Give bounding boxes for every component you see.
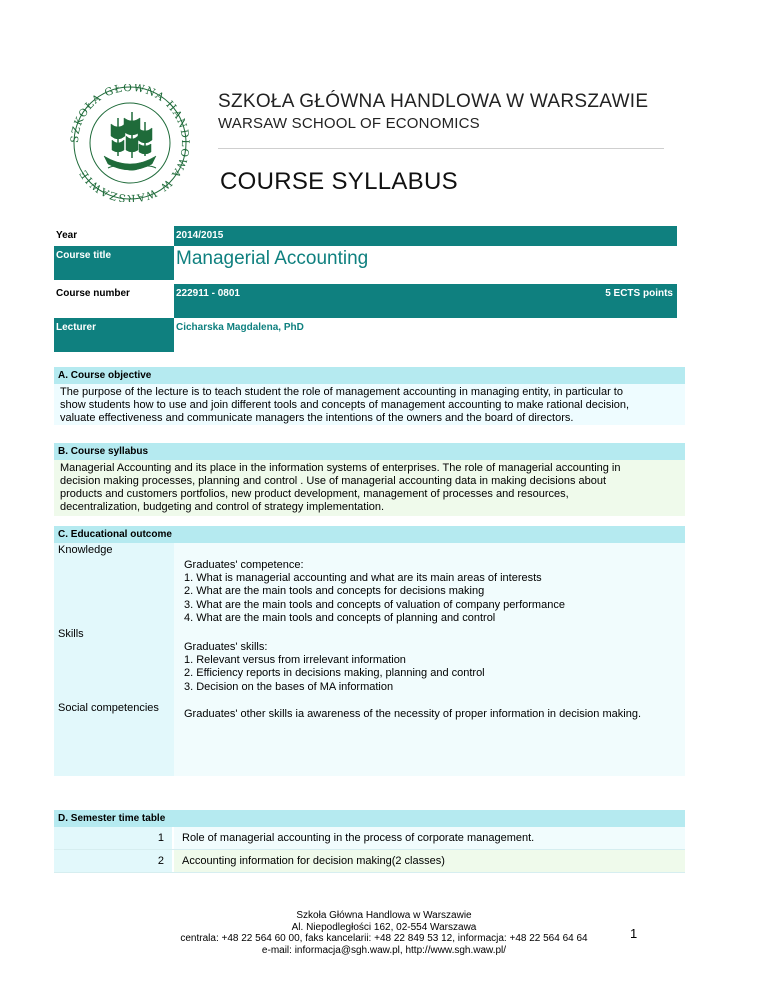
ects-points: 5 ECTS points	[605, 288, 673, 299]
footer-line: Al. Niepodległości 162, 02-554 Warszawa	[291, 921, 477, 933]
footer-line: e-mail: informacja@sgh.waw.pl, http://www.sgh.waw.pl/	[261, 944, 507, 956]
skills-line: Graduates' skills:	[184, 641, 268, 653]
section-a-line: The purpose of the lecture is to teach student the role of management accounting in managing entity, in particular to	[60, 386, 623, 398]
footer-line: Szkoła Główna Handlowa w Warszawie	[296, 910, 472, 921]
year-bar	[174, 226, 677, 246]
section-d-heading: D. Semester time table	[54, 810, 685, 827]
school-logo	[56, 84, 204, 202]
section-c-heading: C. Educational outcome	[54, 526, 685, 543]
knowledge-line: 4. What are the main tools and concepts of planning and control	[184, 611, 496, 624]
course-title-label: Course title	[56, 250, 112, 261]
page-number: 1	[630, 926, 638, 941]
section-a-line: valuate effectiveness and communicate managers the intentions of the owners and the board of directors.	[60, 412, 574, 424]
section-b-line: Managerial Accounting and its place in the information systems of enterprises. The role of managerial accounting in	[60, 462, 621, 474]
knowledge-line: 1. What is managerial accounting and what are its main areas of interests	[184, 572, 542, 585]
lecturer-label: Lecturer	[56, 322, 97, 333]
logo-ring-text: SZKOŁA GŁÓWNA HANDLOWA W WARSZAWIE	[68, 84, 192, 202]
skills-line: 2. Efficiency reports in decisions making, planning and control	[184, 667, 485, 680]
school-name-english: WARSAW SCHOOL OF ECONOMICS	[218, 115, 480, 132]
lecturer-value: Cicharska Magdalena, PhD	[176, 322, 304, 333]
section-b-line: decentralization, budgeting and control of strategy implementation.	[60, 501, 385, 513]
header-divider	[218, 148, 664, 149]
year-value: 2014/2015	[176, 230, 224, 241]
knowledge-label: Knowledge	[58, 544, 113, 556]
social-competencies-text: Graduates' other skills ia awareness of the necessity of proper information in decision making.	[184, 708, 641, 720]
row-divider	[54, 872, 685, 873]
skills-label: Skills	[58, 628, 84, 640]
year-label: Year	[56, 230, 78, 241]
course-number-bar	[174, 284, 677, 318]
timetable-row-number: 2	[157, 855, 164, 867]
course-title-value: Managerial Accounting	[176, 248, 369, 269]
section-a-line: show students how to use and join different tools and concepts of management accounting to make rational decision,	[60, 399, 630, 411]
section-b-body	[54, 460, 685, 516]
timetable-row-text: Role of managerial accounting in the process of corporate management.	[182, 832, 535, 844]
section-b-line: products and customers portfolios, new product development, management of processes and resources,	[60, 488, 569, 500]
timetable-row-number: 1	[157, 832, 164, 844]
page-footer	[0, 910, 768, 956]
section-a-heading: A. Course objective	[54, 367, 685, 384]
footer-line: centrala: +48 22 564 60 00, faks kancelarii: +48 22 849 53 12, informacja: +48 22 564 64 64	[180, 933, 588, 944]
section-b-heading: B. Course syllabus	[54, 443, 685, 460]
skills-line: 1. Relevant versus from irrelevant information	[184, 654, 406, 667]
skills-line: 3. Decision on the bases of MA information	[184, 680, 394, 693]
course-number-label: Course number	[56, 288, 130, 299]
section-c-left-column	[54, 543, 174, 776]
section-b-line: decision making processes, planning and control . Use of managerial accounting data in making decisions about	[60, 475, 607, 487]
knowledge-text	[184, 559, 565, 625]
course-number-value: 222911 - 0801	[176, 288, 240, 299]
skills-text	[184, 641, 485, 694]
document-title: COURSE SYLLABUS	[220, 168, 458, 195]
social-competencies-label: Social competencies	[58, 702, 159, 714]
knowledge-line: 3. What are the main tools and concepts of valuation of company performance	[184, 598, 565, 611]
section-a-body	[54, 384, 685, 425]
school-name-polish: SZKOŁA GŁÓWNA HANDLOWA W WARSZAWIE	[218, 91, 649, 112]
knowledge-line: 2. What are the main tools and concepts for decisions making	[184, 585, 485, 598]
knowledge-line: Graduates' competence:	[184, 559, 304, 571]
timetable-row-text: Accounting information for decision making(2 classes)	[182, 855, 445, 867]
